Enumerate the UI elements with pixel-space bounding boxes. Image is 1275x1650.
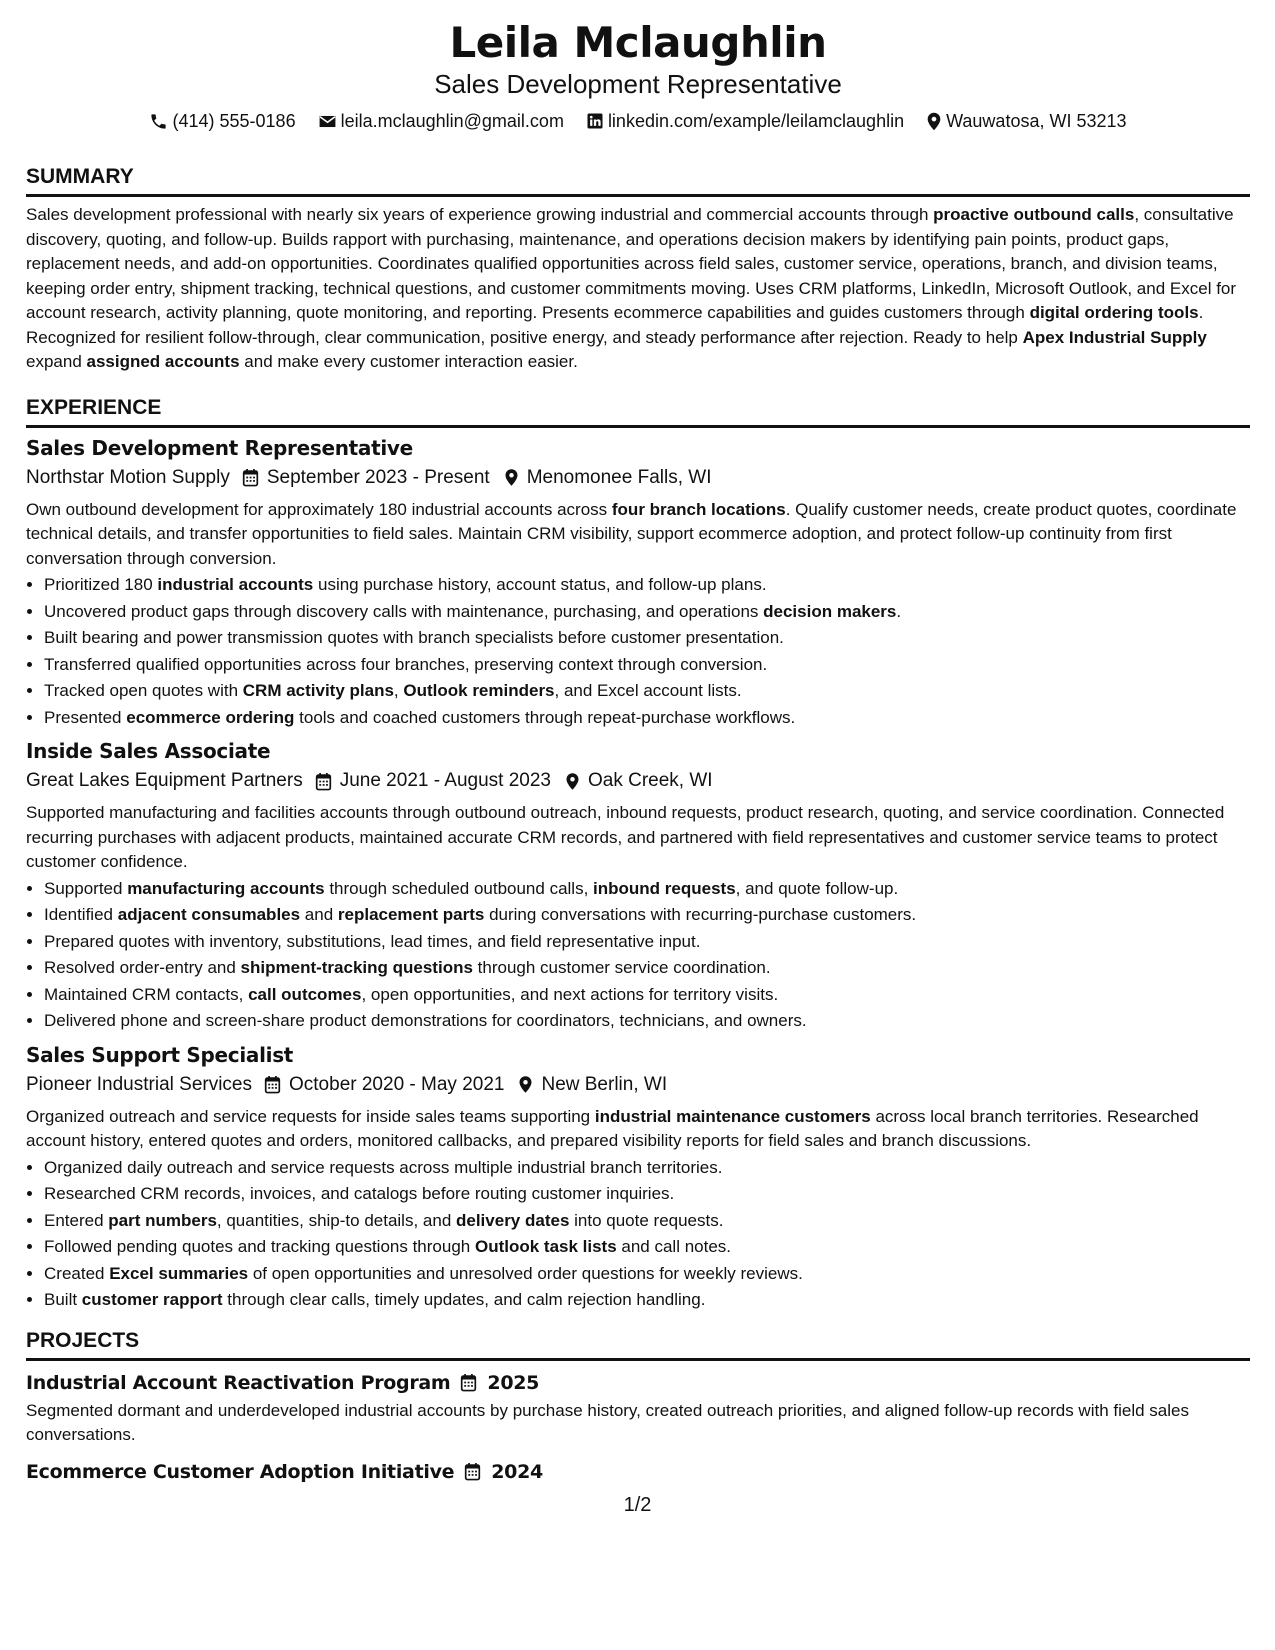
linkedin-icon [586, 112, 604, 130]
job-location [504, 464, 712, 492]
candidate-name: Leila Mclaughlin [449, 18, 827, 67]
bold-phrase: assigned accounts [86, 352, 240, 371]
experience-section [26, 395, 1250, 1314]
map-pin-icon [504, 468, 519, 487]
bold-phrase: replacement parts [337, 905, 485, 924]
contact-location [926, 108, 1126, 134]
location-text: New Berlin, WI [541, 1073, 668, 1095]
contact-linkedin[interactable] [586, 108, 904, 134]
contact-phone[interactable] [149, 108, 295, 134]
bold-phrase: four branch locations [611, 499, 786, 519]
bold-phrase: part numbers [108, 1210, 217, 1230]
bullet-item: • Transferred qualified opportunities across four branches, preserving context through conversion. [44, 652, 1250, 679]
bold-phrase: industrial accounts [157, 575, 314, 594]
bold-phrase: proactive outbound calls [933, 205, 1135, 224]
bullet-item: • Created Excel summaries of open opportunities and unresolved order questions for weekly reviews. [44, 1261, 1250, 1288]
job-description: Own outbound development for approximately 180 industrial accounts across four branch locations. Qualify customer needs, create product quotes, coordinate technical details, and transfer opportunities to field sales. Maintain CRM visibility, support ecommerce adoption, and protect follow-up continuity from first conversation through conversion. [26, 499, 1237, 568]
contact-email[interactable] [318, 108, 564, 134]
project-list [26, 1369, 1250, 1486]
email-text: leila.mclaughlin@gmail.com [340, 111, 564, 131]
job-meta [26, 1071, 1250, 1099]
bold-phrase: shipment-tracking questions [240, 958, 473, 977]
project-title: Industrial Account Reactivation Program [26, 1371, 451, 1394]
job-dates [315, 767, 551, 795]
map-pin-icon [518, 1075, 533, 1094]
job-list [26, 434, 1250, 1314]
job-description: Organized outreach and service requests for inside sales teams supporting industrial maintenance customers across local branch territories. Researched account history, entered quotes and orders, monitored callbacks, and prepared visibility reports for field sales and branch discussions. [26, 1106, 1199, 1150]
bullet-item: • Organized daily outreach and service requests across multiple industrial branch territories. [44, 1155, 1250, 1182]
projects-section [26, 1328, 1250, 1486]
bold-phrase: inbound requests [593, 878, 736, 898]
bold-phrase: call outcomes [248, 984, 362, 1004]
bullet-item: • Prepared quotes with inventory, substitutions, lead times, and field representative input. [44, 929, 1250, 956]
bullet-item: • Prioritized 180 industrial accounts using purchase history, account status, and follow-up plans. [44, 572, 1250, 599]
envelope-icon [318, 112, 337, 131]
bold-phrase: customer rapport [81, 1290, 223, 1309]
bullet-item: • Identified adjacent consumables and replacement parts during conversations with recurring-purchase customers. [44, 902, 1250, 929]
summary-heading: SUMMARY [26, 164, 1250, 197]
calendar-icon [315, 772, 332, 791]
bullet-item: • Researched CRM records, invoices, and catalogs before routing customer inquiries. [44, 1181, 1250, 1208]
dates-text: June 2021 - August 2023 [339, 770, 551, 791]
bullet-item: • Followed pending quotes and tracking questions through Outlook task lists and call notes. [44, 1234, 1250, 1261]
map-pin-icon [565, 772, 580, 791]
bold-phrase: Excel summaries [109, 1263, 249, 1283]
job-bullets [26, 1155, 1250, 1314]
project-entry [26, 1458, 1250, 1486]
bold-phrase: Outlook reminders [403, 681, 555, 700]
bullet-item: • Supported manufacturing accounts through scheduled outbound calls, inbound requests, and quote follow-up. [44, 876, 1250, 903]
bullet-item: • Delivered phone and screen-share product demonstrations for coordinators, technicians, and owners. [44, 1008, 1250, 1035]
job-bullets [26, 572, 1250, 731]
summary-section [26, 164, 1250, 375]
project-year: 2024 [491, 1460, 543, 1483]
bold-phrase: Apex Industrial Supply [1022, 327, 1207, 347]
bold-phrase: decision makers [763, 601, 897, 621]
project-description: Segmented dormant and underdeveloped industrial accounts by purchase history, created outreach priorities, and aligned follow-up records with field sales conversations. [26, 1400, 1189, 1444]
company-name: Northstar Motion Supply [26, 466, 230, 488]
location-text: Oak Creek, WI [588, 770, 713, 791]
job-title: Sales Development Representative [26, 435, 413, 460]
projects-heading: PROJECTS [26, 1328, 1250, 1361]
dates-text: October 2020 - May 2021 [289, 1073, 505, 1095]
bold-phrase: adjacent consumables [117, 905, 301, 924]
location-text: Menomonee Falls, WI [526, 466, 712, 488]
summary-text: Sales development professional with nearly six years of experience growing industrial and commercial accounts through proactive outbound calls, consultative discovery, quoting, and follow-up. Builds rapport with purchasing, maintenance, and operations decision makers by identifying pain points, product gaps, replacement needs, and add-on opportunities. Coordinates qualified opportunities across field sales, customer service, operations, branch, and division teams, keeping order entry, shipment tracking, technical questions, and customer commitments moving. Uses CRM platforms, LinkedIn, Microsoft Outlook, and Excel for account research, activity planning, quote monitoring, and reporting. Presents ecommerce capabilities and guides customers through digital ordering tools. Recognized for resilient follow-through, clear communication, positive energy, and steady performance after rejection. Ready to help Apex Industrial Supply expand assigned accounts and make every customer interaction easier. [26, 205, 1237, 371]
phone-icon [149, 112, 168, 131]
bold-phrase: manufacturing accounts [127, 878, 325, 898]
bold-phrase: delivery dates [456, 1210, 570, 1230]
job-location [518, 1071, 667, 1099]
bold-phrase: ecommerce ordering [126, 707, 295, 727]
bullet-item: • Built customer rapport through clear calls, timely updates, and calm rejection handling. [44, 1287, 1250, 1314]
job-meta [26, 767, 1250, 795]
page-number: 1/2 [623, 1494, 652, 1516]
bold-phrase: digital ordering tools [1029, 303, 1199, 322]
resume-header [26, 18, 1250, 134]
bold-phrase: Outlook task lists [474, 1237, 617, 1256]
project-entry [26, 1369, 1250, 1448]
bold-phrase: industrial maintenance customers [594, 1106, 871, 1126]
phone-text: (414) 555-0186 [172, 111, 296, 131]
map-pin-icon [926, 112, 942, 131]
calendar-icon [264, 1075, 281, 1094]
job-meta [26, 464, 1250, 492]
bullet-item: • Maintained CRM contacts, call outcomes, open opportunities, and next actions for territory visits. [44, 982, 1250, 1009]
calendar-icon [464, 1462, 481, 1481]
job-description: Supported manufacturing and facilities accounts through outbound outreach, inbound requests, product research, quoting, and service coordination. Connected recurring purchases with adjacent products, maintained accurate CRM records, and partnered with field representatives and customer service teams to protect customer confidence. [26, 803, 1225, 871]
bullet-item: • Uncovered product gaps through discovery calls with maintenance, purchasing, and operations decision makers. [44, 599, 1250, 626]
bullet-item: • Presented ecommerce ordering tools and coached customers through repeat-purchase workflows. [44, 705, 1250, 732]
bold-phrase: CRM activity plans [242, 681, 394, 700]
project-title: Ecommerce Customer Adoption Initiative [26, 1460, 455, 1483]
job-entry [26, 1041, 1250, 1314]
company-name: Great Lakes Equipment Partners [26, 770, 303, 791]
project-header [26, 1369, 1250, 1397]
calendar-icon [460, 1373, 477, 1392]
bullet-item: • Entered part numbers, quantities, ship-to details, and delivery dates into quote requests. [44, 1208, 1250, 1235]
location-text: Wauwatosa, WI 53213 [946, 111, 1127, 131]
dates-text: September 2023 - Present [266, 466, 490, 488]
contact-info [26, 108, 1250, 134]
project-year: 2025 [487, 1371, 540, 1394]
bullet-item: • Built bearing and power transmission quotes with branch specialists before customer presentation. [44, 625, 1250, 652]
job-dates [264, 1071, 504, 1099]
job-dates [242, 464, 490, 492]
job-title: Sales Support Specialist [26, 1042, 294, 1067]
project-header [26, 1458, 1250, 1486]
job-location [565, 767, 713, 795]
company-name: Pioneer Industrial Services [26, 1073, 252, 1095]
job-bullets [26, 876, 1250, 1035]
experience-heading: EXPERIENCE [26, 395, 1250, 428]
resume-page [26, 18, 1250, 1486]
bullet-item: • Tracked open quotes with CRM activity plans, Outlook reminders, and Excel account lists. [44, 678, 1250, 705]
job-entry [26, 434, 1250, 732]
job-entry [26, 737, 1250, 1035]
bullet-item: • Resolved order-entry and shipment-tracking questions through customer service coordination. [44, 955, 1250, 982]
calendar-icon [242, 468, 259, 487]
job-title: Inside Sales Associate [26, 739, 271, 763]
linkedin-text: linkedin.com/example/leilamclaughlin [607, 111, 905, 131]
candidate-title: Sales Development Representative [434, 69, 842, 99]
